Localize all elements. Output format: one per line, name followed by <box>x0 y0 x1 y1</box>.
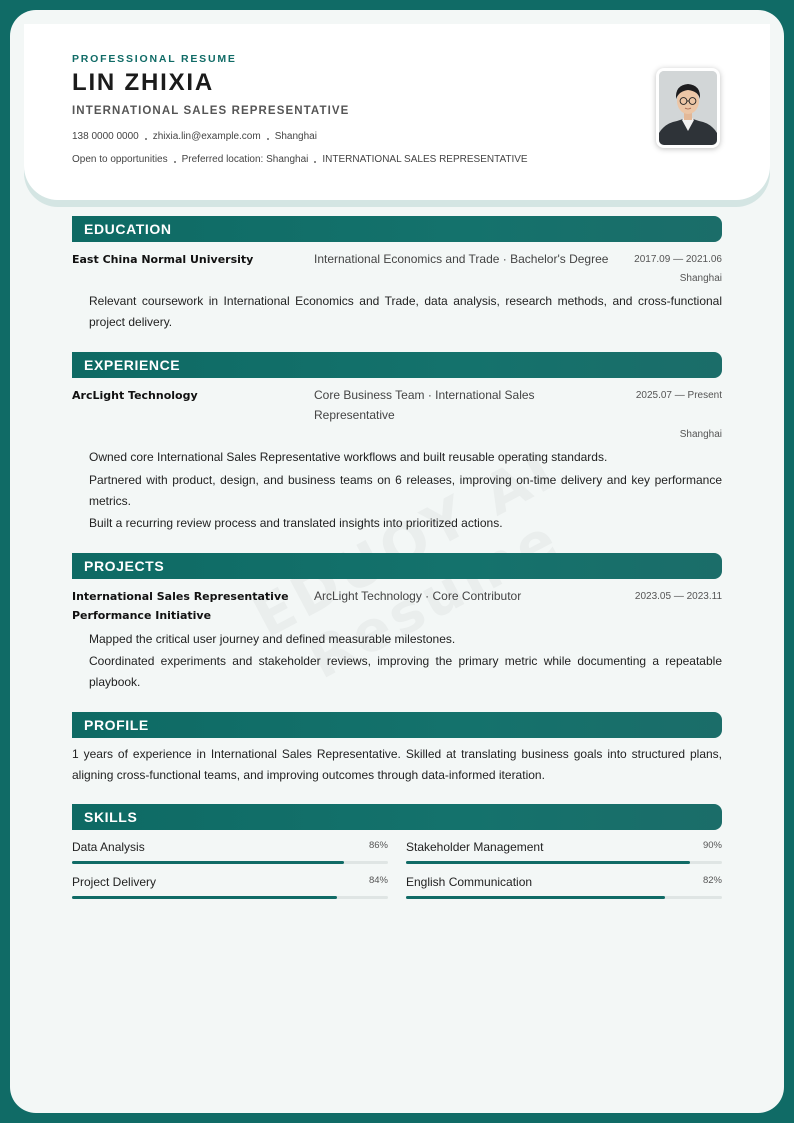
section-title: SKILLS <box>84 809 138 825</box>
experience-bullet: Partnered with product, design, and business teams on 6 releases, improving on-time delivery and key performance metrics. <box>89 473 722 508</box>
separator-dot <box>174 161 176 163</box>
skill-percent: 86% <box>368 840 388 851</box>
team-and-title: Core Business Team · International Sales Representative <box>314 388 535 422</box>
target-role: INTERNATIONAL SALES REPRESENTATIVE <box>322 154 528 165</box>
skill-bar-track <box>406 896 722 899</box>
experience-bullet: Owned core International Sales Representative workflows and built reusable operating standards. <box>89 450 608 464</box>
preferences-row <box>72 154 528 165</box>
skill-bar-fill <box>406 861 690 864</box>
section-header-profile <box>72 712 722 738</box>
resume-header <box>24 24 770 200</box>
skill-bar-fill <box>72 896 337 899</box>
skill-name: Project Delivery <box>72 875 157 889</box>
candidate-role: INTERNATIONAL SALES REPRESENTATIVE <box>72 105 350 117</box>
skill-percent: 84% <box>368 875 388 886</box>
skill-name: Data Analysis <box>72 840 145 854</box>
section-header-education <box>72 216 722 242</box>
profile-photo <box>656 68 720 148</box>
phone-number: 138 0000 0000 <box>72 131 139 142</box>
profile-summary: 1 years of experience in International Sales Representative. Skilled at translating business goals into structured plans, aligning cross-functional teams, and improving outcomes through data-informed iteration. <box>72 747 722 782</box>
project-name: International Sales Representative Performance Initiative <box>72 590 289 622</box>
degree-major: International Economics and Trade · Bachelor's Degree <box>314 252 609 266</box>
project-org-role: ArcLight Technology · Core Contributor <box>314 589 522 603</box>
resume-kicker: PROFESSIONAL RESUME <box>72 53 237 65</box>
education-dates: 2017.09 — 2021.06 <box>634 254 722 265</box>
email-link[interactable]: zhixia.lin@example.com <box>152 131 261 142</box>
person-portrait-icon <box>659 71 717 145</box>
skill-bar-track <box>406 861 722 864</box>
skill-bar-fill <box>406 896 665 899</box>
skill-bar-fill <box>72 861 344 864</box>
city: Shanghai <box>274 131 317 142</box>
skill-name: English Communication <box>406 875 533 889</box>
separator-dot <box>145 138 147 140</box>
project-bullet: Mapped the critical user journey and defined measurable milestones. <box>89 632 456 646</box>
section-header-skills <box>72 804 722 830</box>
resume-sheet <box>10 10 784 1113</box>
section-title: PROJECTS <box>84 558 165 574</box>
candidate-name: LIN ZHIXIA <box>72 69 214 96</box>
section-header-projects <box>72 553 722 579</box>
experience-location: Shanghai <box>679 429 722 440</box>
skill-percent: 90% <box>702 840 722 851</box>
separator-dot <box>267 138 269 140</box>
project-dates: 2023.05 — 2023.11 <box>634 591 722 602</box>
education-description: Relevant coursework in International Economics and Trade, data analysis, research methods, and cross-functional project delivery. <box>89 294 722 329</box>
skill-bar-track <box>72 861 388 864</box>
school-name: East China Normal University <box>72 253 254 266</box>
section-title: EXPERIENCE <box>84 357 181 373</box>
skill-bar-track <box>72 896 388 899</box>
availability-status: Open to opportunities <box>72 154 168 165</box>
education-location: Shanghai <box>679 273 722 284</box>
separator-dot <box>314 161 316 163</box>
experience-bullet: Built a recurring review process and translated insights into prioritized actions. <box>89 516 503 530</box>
skill-name: Stakeholder Management <box>406 840 544 854</box>
project-bullet: Coordinated experiments and stakeholder reviews, improving the primary metric while documenting a repeatable playbook. <box>89 654 722 689</box>
experience-dates: 2025.07 — Present <box>635 390 722 401</box>
skill-percent: 82% <box>702 875 722 886</box>
section-title: EDUCATION <box>84 221 172 237</box>
preferred-location: Preferred location: Shanghai <box>181 154 309 165</box>
company-name: ArcLight Technology <box>72 389 198 402</box>
contact-row <box>72 131 317 142</box>
section-title: PROFILE <box>84 717 149 733</box>
section-header-experience <box>72 352 722 378</box>
